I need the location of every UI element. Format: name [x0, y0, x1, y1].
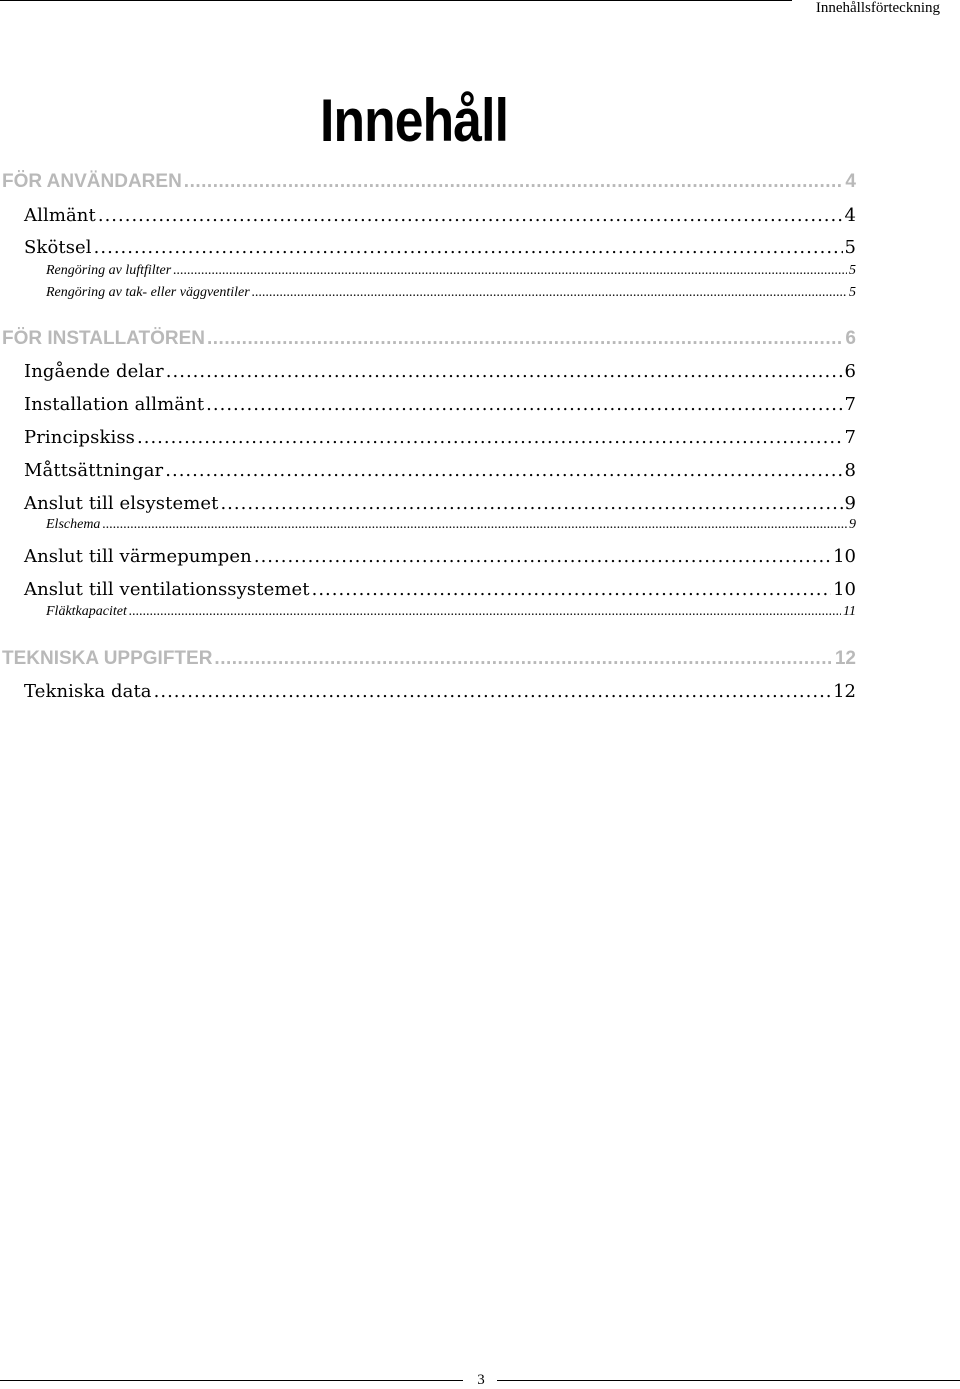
toc-subentry-rengoring-luftfilter[interactable]	[46, 263, 856, 281]
toc-entry-tekniska-data[interactable]	[24, 681, 856, 705]
toc-subentry-rengoring-ventiler[interactable]	[46, 285, 856, 303]
toc-entry-label: Fläktkapacitet	[46, 604, 127, 619]
toc-dot-leader	[94, 237, 843, 258]
toc-entry-installation-allmant[interactable]	[24, 394, 856, 418]
toc-entry-label: Ingående delar	[24, 361, 164, 382]
toc-entry-page: 11	[843, 604, 856, 619]
toc-dot-leader	[254, 546, 831, 567]
footer-page-number: 3	[477, 1372, 485, 1388]
toc-entry-anslut-varmepumpen[interactable]	[24, 546, 856, 570]
toc-entry-label: Allmänt	[24, 205, 96, 226]
toc-entry-label: Installation allmänt	[24, 394, 205, 415]
toc-entry-page: 12	[834, 648, 856, 669]
header-rule	[0, 0, 792, 1]
toc-dot-leader	[214, 648, 832, 670]
toc-dot-leader	[137, 427, 843, 448]
toc-entry-page: 5	[849, 263, 856, 278]
toc-dot-leader	[312, 579, 832, 600]
toc-entry-label: TEKNISKA UPPGIFTER	[2, 648, 213, 669]
footer-rule-right	[497, 1380, 960, 1381]
toc-dot-leader	[166, 361, 843, 382]
toc-dot-leader	[98, 205, 843, 226]
toc-dot-leader	[184, 171, 844, 193]
toc-dot-leader	[206, 394, 842, 415]
toc-entry-label: Principskiss	[24, 427, 136, 448]
toc-entry-page: 5	[844, 237, 856, 258]
toc-dot-leader	[165, 460, 842, 481]
toc-entry-anslut-elsystemet[interactable]	[24, 493, 856, 517]
toc-dot-leader	[252, 285, 847, 301]
toc-subentry-flaktkapacitet[interactable]	[46, 604, 856, 622]
toc-dot-leader	[207, 328, 843, 350]
toc-dot-leader	[102, 517, 847, 533]
toc-entry-skotsel[interactable]	[24, 237, 856, 261]
toc-entry-label: Anslut till värmepumpen	[24, 546, 252, 567]
toc-dot-leader	[154, 681, 831, 702]
toc-entry-page: 9	[844, 493, 856, 514]
toc-entry-page: 6	[845, 328, 856, 349]
toc-entry-ingaende-delar[interactable]	[24, 361, 856, 385]
toc-section-for-installatoren[interactable]	[2, 328, 856, 352]
toc-entry-allmant[interactable]	[24, 205, 856, 229]
toc-entry-page: 9	[849, 517, 856, 532]
toc-entry-label: Måttsättningar	[24, 460, 164, 481]
toc-entry-mattsattningar[interactable]	[24, 460, 856, 484]
toc-entry-label: Skötsel	[24, 237, 92, 258]
toc-dot-leader	[129, 604, 841, 620]
toc-entry-page: 12	[833, 681, 856, 702]
toc-entry-principskiss[interactable]	[24, 427, 856, 451]
toc-entry-label: Anslut till elsystemet	[24, 493, 219, 514]
toc-entry-page: 7	[844, 394, 856, 415]
toc-entry-page: 10	[833, 546, 856, 567]
toc-section-for-anvandaren[interactable]	[2, 171, 856, 195]
toc-entry-page: 8	[844, 460, 856, 481]
toc-entry-label: Rengöring av luftfilter	[46, 263, 172, 278]
toc-subentry-elschema[interactable]	[46, 517, 856, 535]
toc-entry-label: Rengöring av tak- eller väggventiler	[46, 285, 250, 300]
toc-entry-label: Elschema	[46, 517, 101, 532]
toc-entry-label: FÖR INSTALLATÖREN	[2, 328, 205, 349]
toc-dot-leader	[173, 263, 847, 279]
toc-entry-page: 7	[844, 427, 856, 448]
toc-entry-label: FÖR ANVÄNDAREN	[2, 171, 182, 192]
toc-entry-label: Anslut till ventilationssystemet	[24, 579, 310, 600]
toc-entry-page: 4	[844, 205, 856, 226]
toc-entry-page: 6	[844, 361, 856, 382]
toc-entry-label: Tekniska data	[24, 681, 152, 702]
toc-dot-leader	[220, 493, 842, 514]
toc-section-tekniska-uppgifter[interactable]	[2, 648, 856, 672]
page-title: Innehåll	[320, 87, 509, 154]
toc-entry-page: 5	[849, 285, 856, 300]
toc-entry-anslut-ventilation[interactable]	[24, 579, 856, 603]
toc-entry-page: 4	[845, 171, 856, 192]
footer-rule-left	[0, 1380, 463, 1381]
running-header-title: Innehållsförteckning	[815, 0, 940, 16]
toc-entry-page: 10	[833, 579, 856, 600]
